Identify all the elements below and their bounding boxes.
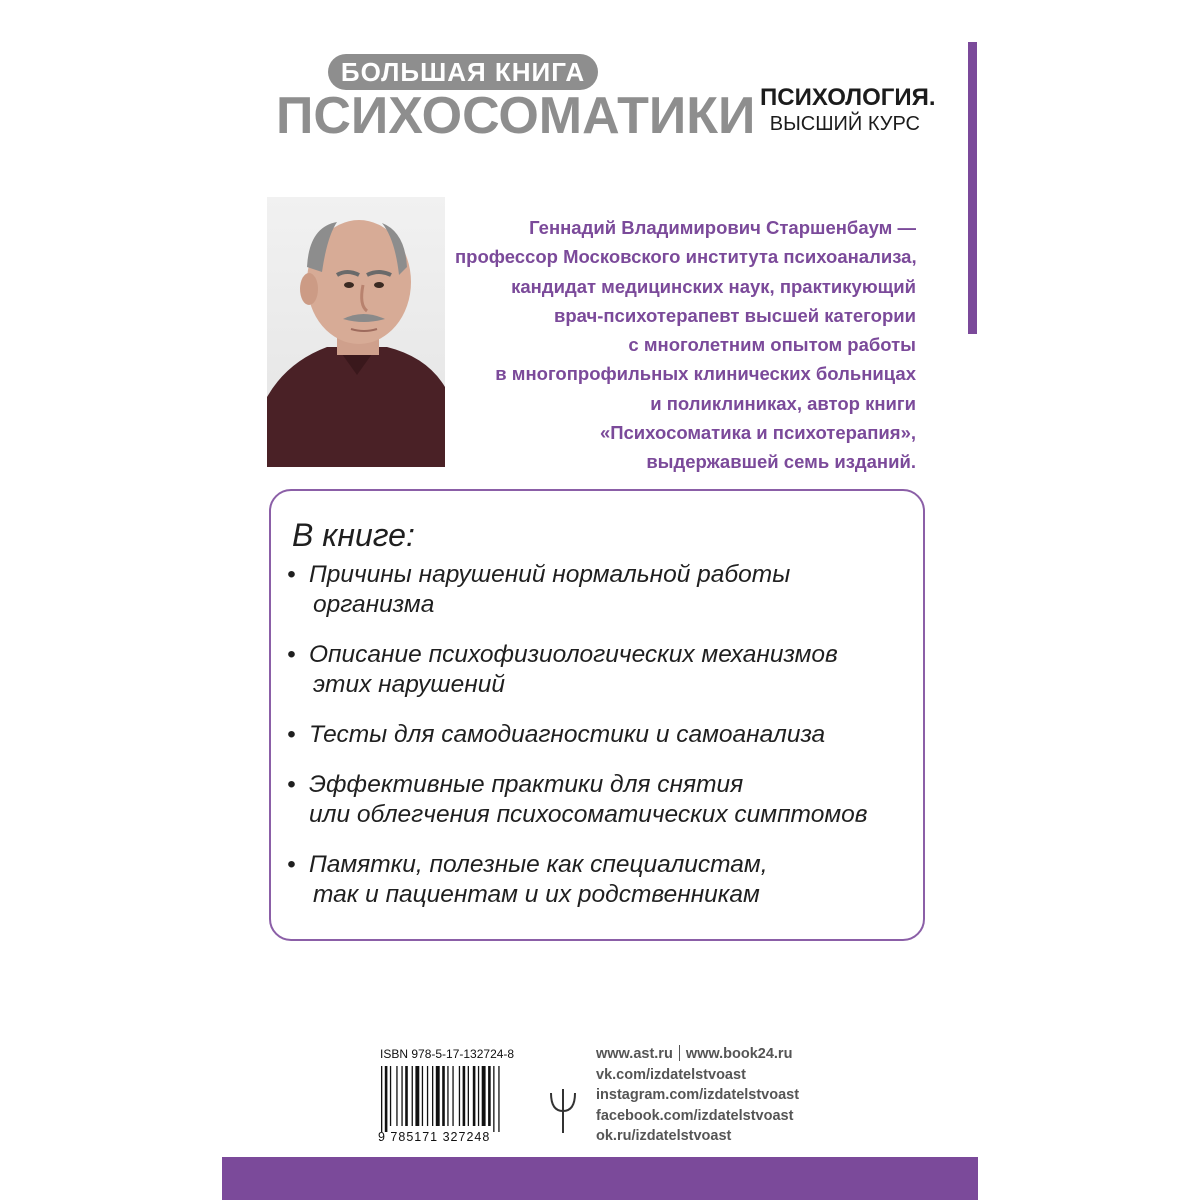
barcode-bar — [390, 1066, 391, 1126]
barcode-bar — [498, 1066, 499, 1132]
bullet-icon: • — [287, 851, 296, 878]
barcode-bar — [381, 1066, 382, 1132]
barcode-bar — [482, 1066, 486, 1126]
barcode-bar — [422, 1066, 423, 1126]
barcode-digits: 9 785171 327248 — [378, 1130, 491, 1144]
bio-line: профессор Московского института психоанализа, — [455, 246, 917, 268]
barcode-bar — [436, 1066, 440, 1126]
barcode-bar — [442, 1066, 445, 1126]
bottom-accent-strip — [222, 1157, 978, 1200]
barcode-bar — [447, 1066, 448, 1126]
isbn-label: ISBN 978-5-17-132724-8 — [380, 1047, 515, 1061]
bio-line: Геннадий Владимирович Старшенбаум — — [529, 217, 916, 238]
barcode-bar — [412, 1066, 413, 1126]
list-item-text: Причины нарушений нормальной работы — [309, 561, 791, 588]
author-photo — [267, 197, 445, 467]
list-item — [287, 770, 917, 830]
barcode-bar — [427, 1066, 428, 1126]
list-item-text: так и пациентам и их родственникам — [313, 881, 760, 908]
bullet-icon: • — [287, 721, 296, 748]
bullet-icon: • — [287, 771, 296, 798]
publisher-links — [596, 1044, 799, 1147]
list-item — [287, 560, 917, 620]
barcode — [381, 1066, 510, 1132]
link-instagram[interactable]: instagram.com/izdatelstvoast — [596, 1087, 800, 1103]
list-item — [287, 640, 917, 700]
link-divider — [679, 1045, 680, 1061]
list-item-text: или облегчения психосоматических симптомов — [309, 801, 868, 828]
bio-line: «Психосоматика и психотерапия», — [599, 422, 916, 444]
barcode-bar — [478, 1066, 479, 1126]
link-ok[interactable]: ok.ru/izdatelstvoast — [596, 1128, 732, 1144]
link-book24[interactable]: www.book24.ru — [685, 1046, 793, 1062]
barcode-bar — [488, 1066, 491, 1126]
imprint-line-2: ВЫСШИЙ КУРС — [769, 113, 920, 135]
barcode-bar — [385, 1066, 388, 1132]
barcode-bar — [405, 1066, 408, 1126]
link-facebook[interactable]: facebook.com/izdatelstvoast — [596, 1107, 794, 1124]
barcode-bar — [463, 1066, 466, 1126]
list-item-text: организма — [313, 591, 435, 618]
bio-line: выдержавшей семь изданий. — [646, 451, 916, 473]
list-item — [287, 850, 917, 910]
bio-line: с многолетним опытом работы — [628, 334, 916, 356]
list-item-text: Эффективные практики для снятия — [309, 771, 744, 798]
list-item-text: Памятки, полезные как специалистам, — [309, 851, 768, 878]
contents-list — [287, 560, 917, 930]
author-bio — [455, 213, 916, 477]
series-label-badge — [328, 54, 598, 90]
barcode-bar — [459, 1066, 460, 1126]
barcode-bar — [468, 1066, 469, 1126]
list-item — [287, 720, 917, 750]
barcode-bar — [473, 1066, 476, 1126]
barcode-bar — [396, 1066, 397, 1126]
link-vk[interactable]: vk.com/izdatelstvoast — [596, 1066, 746, 1083]
list-item-text: Описание психофизиологических механизмов — [309, 641, 838, 668]
imprint-line-1: ПСИХОЛОГИЯ. — [760, 84, 936, 111]
bio-line: в многопрофильных клинических больницах — [495, 363, 916, 385]
accent-bar — [968, 42, 977, 334]
link-ast[interactable]: www.ast.ru — [596, 1046, 673, 1062]
barcode-bar — [432, 1066, 433, 1126]
barcode-bar — [415, 1066, 419, 1126]
list-item-text: Тесты для самодиагностики и самоанализа — [309, 721, 826, 748]
publisher-logo-icon — [548, 1087, 578, 1135]
bio-line: кандидат медицинских наук, практикующий — [511, 275, 916, 297]
bio-line: врач-психотерапевт высшей категории — [553, 304, 916, 326]
list-item-text: этих нарушений — [313, 671, 506, 698]
book-title: ПСИХОСОМАТИКИ — [276, 87, 756, 145]
barcode-bar — [493, 1066, 494, 1132]
contents-heading: В книге: — [292, 517, 415, 553]
barcode-bar — [401, 1066, 402, 1126]
barcode-bar — [452, 1066, 453, 1126]
series-label: БОЛЬШАЯ КНИГА — [340, 56, 586, 87]
bio-line: и поликлиниках, автор книги — [650, 392, 916, 414]
bullet-icon: • — [287, 561, 296, 588]
bullet-icon: • — [287, 641, 296, 668]
